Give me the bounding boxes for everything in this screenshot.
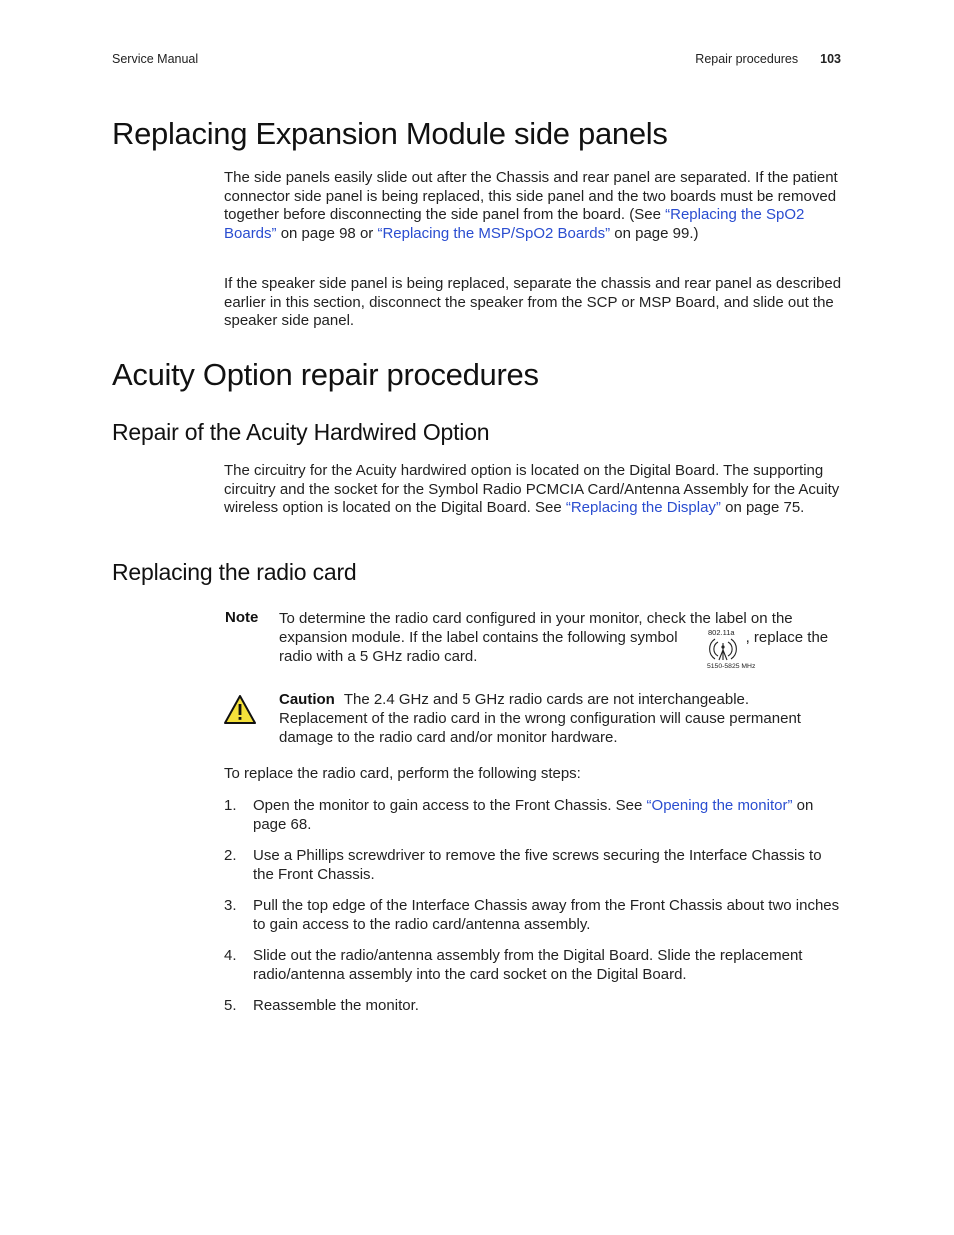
text-run: on page 68.	[253, 797, 814, 833]
list-item	[224, 946, 842, 984]
section-title-acuity-option: Acuity Option repair procedures	[112, 357, 539, 392]
link-replacing-the-display[interactable]: “Replacing the Display”	[565, 499, 721, 517]
step-number: 3.	[224, 897, 237, 914]
text-run: To determine the radio card configured in your monitor, check the label on the expansion module. If the label contains the following symbol	[279, 610, 793, 646]
step-text: Pull the top edge of the Interface Chassis away from the Front Chassis about two inches to gain access to the radio card/antenna assembly.	[253, 897, 840, 933]
step-text: Slide out the radio/antenna assembly from the Digital Board. Slide the replacement radio/antenna assembly into the card socket on the Digital Board.	[253, 947, 803, 983]
symbol-bottom-label: 5150-5825 MHz	[707, 663, 756, 670]
text-run: on page 75.	[720, 499, 805, 517]
symbol-top-label: 802.11a	[708, 628, 735, 637]
paragraph-side-panels	[224, 169, 842, 244]
step-number: 2.	[224, 847, 237, 864]
paragraph-hardwired-option	[224, 462, 842, 518]
subsection-title-hardwired: Repair of the Acuity Hardwired Option	[112, 419, 490, 445]
text-run: on page 99.)	[610, 225, 699, 243]
text-run: , replace the radio with a 5 GHz radio card.	[279, 629, 829, 665]
list-item	[224, 846, 842, 884]
text-run: The 2.4 GHz and 5 GHz radio cards are not interchangeable. Replacement of the radio card in the wrong configuration will cause permanent damage to the radio card and/or monitor hardware.	[279, 691, 801, 746]
text-run: on page 98 or	[276, 225, 378, 243]
link-replacing-spo2-boards[interactable]: “Replacing the SpO2 Boards”	[224, 206, 805, 243]
step-number: 5.	[224, 997, 237, 1014]
list-item	[224, 996, 842, 1015]
step-text	[253, 796, 842, 834]
step-number: 4.	[224, 947, 237, 964]
text-run: Open the monitor to gain access to the Front Chassis. See	[253, 797, 647, 814]
procedure-steps-list	[224, 796, 842, 1027]
paragraph-speaker-panel: If the speaker side panel is being replaced, separate the chassis and rear panel as described earlier in this section, disconnect the speaker from the SCP or MSP Board, and slide out the speaker side panel.	[224, 275, 842, 330]
caution-text	[279, 690, 839, 747]
text-run: The circuitry for the Acuity hardwired option is located on the Digital Board. The supporting circuitry and the socket for the Symbol Radio PCMCIA Card/Antenna Assembly for the Acuity wireless option is located on the Digital Board. See	[224, 462, 840, 517]
list-item	[224, 796, 842, 834]
link-replacing-msp-spo2-boards[interactable]: “Replacing the MSP/SpO2 Boards”	[377, 225, 611, 243]
header-right	[695, 52, 841, 66]
page-number: 103	[820, 52, 841, 66]
caution-label: Caution	[279, 691, 335, 708]
wireless-802-11a-symbol-icon	[705, 628, 765, 670]
section-title-expansion-module: Replacing Expansion Module side panels	[112, 116, 668, 151]
text-run: The side panels easily slide out after the Chassis and rear panel are separated. If the patient connector side panel is being replaced, this side panel and the two boards must be removed together before disconnecting the side panel from the board. (See	[224, 169, 838, 224]
note-label: Note	[225, 609, 259, 626]
header-manual-title: Service Manual	[112, 52, 199, 66]
link-opening-the-monitor[interactable]: “Opening the monitor”	[646, 797, 793, 814]
list-item	[224, 896, 842, 934]
caution-warning-icon	[223, 694, 257, 725]
step-text: Reassemble the monitor.	[253, 997, 419, 1014]
step-text: Use a Phillips screwdriver to remove the five screws securing the Interface Chassis to the Front Chassis.	[253, 847, 822, 883]
paragraph-steps-intro: To replace the radio card, perform the following steps:	[224, 765, 581, 782]
header-section: Repair procedures	[695, 52, 799, 66]
step-number: 1.	[224, 797, 237, 814]
subsection-title-radio-card: Replacing the radio card	[112, 559, 357, 585]
